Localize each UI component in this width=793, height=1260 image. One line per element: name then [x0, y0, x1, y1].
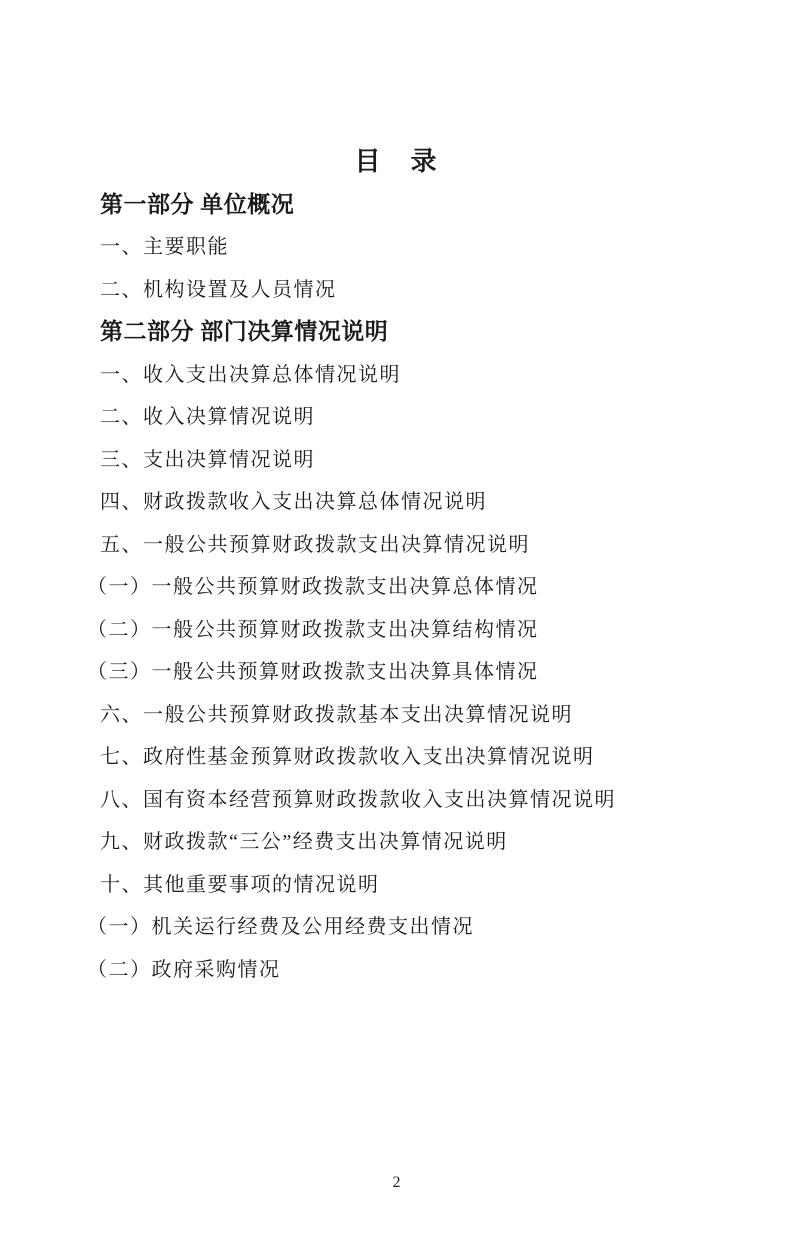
toc-entry: （一）一般公共预算财政拨款支出决算总体情况 — [87, 576, 539, 599]
toc-entry: （一）机关运行经费及公用经费支出情况 — [87, 916, 474, 939]
toc-entry: 二、收入决算情况说明 — [100, 406, 315, 429]
toc-entry: 十、其他重要事项的情况说明 — [100, 873, 380, 896]
toc-entry: 七、政府性基金预算财政拨款收入支出决算情况说明 — [100, 746, 595, 769]
page-number: 2 — [392, 1174, 401, 1191]
toc-entry: 八、国有资本经营预算财政拨款收入支出决算情况说明 — [100, 788, 616, 811]
toc-part-heading: 第二部分 部门决算情况说明 — [100, 319, 389, 345]
toc-entry: （二）一般公共预算财政拨款支出决算结构情况 — [87, 618, 539, 641]
toc-entry: 三、支出决算情况说明 — [100, 448, 315, 471]
toc-entry: 五、一般公共预算财政拨款支出决算情况说明 — [100, 533, 530, 556]
toc-part-heading: 第一部分 单位概况 — [100, 191, 295, 217]
toc-entry: 四、财政拨款收入支出决算总体情况说明 — [100, 491, 487, 514]
toc-entry: 一、主要职能 — [100, 236, 229, 259]
toc-entry: 六、一般公共预算财政拨款基本支出决算情况说明 — [100, 703, 573, 726]
toc-list — [0, 181, 793, 989]
document-page — [0, 138, 793, 1191]
toc-entry: 九、财政拨款“三公”经费支出决算情况说明 — [100, 831, 508, 854]
toc-entry: （三）一般公共预算财政拨款支出决算具体情况 — [87, 661, 539, 684]
toc-entry: 一、收入支出决算总体情况说明 — [100, 363, 401, 386]
toc-entry: （二）政府采购情况 — [87, 958, 281, 981]
page-title: 目 录 — [354, 147, 439, 176]
toc-entry: 二、机构设置及人员情况 — [100, 278, 337, 301]
